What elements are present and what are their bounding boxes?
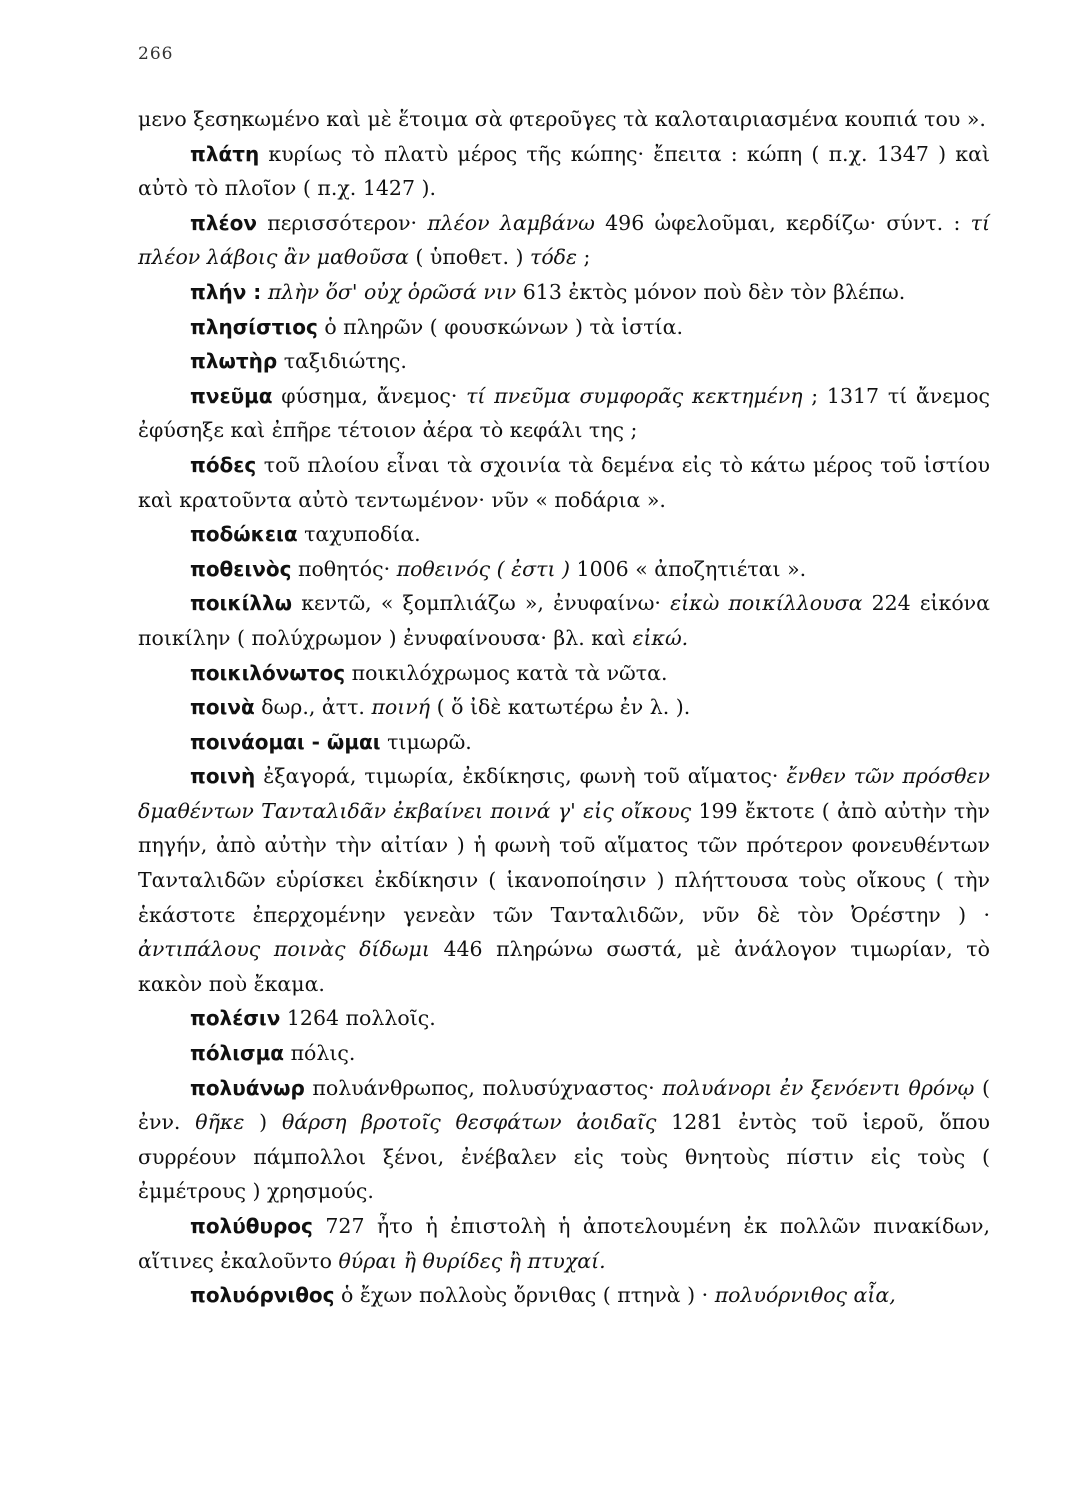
quotation-text: τόδε (530, 245, 578, 270)
quotation-text: ἔνθεν τῶν πρόσθεν δμαθέντων Τανταλιδᾶν ἐκβαίνει ποινά γ' εἰς οἴκους (138, 764, 990, 823)
quotation-text: πλὴν ὅσ' οὐχ ὁρῶσά νιν (267, 279, 517, 304)
definition-text: ποθητός· (291, 556, 397, 581)
definition-text: τιμωρῶ. (380, 729, 472, 754)
page-number: 266 (138, 44, 174, 64)
definition-text: ὁ πληρῶν ( φουσκώνων ) τὰ ἱστία. (317, 314, 684, 339)
quotation-text: τί πνεῦμα συμφορᾶς κεκτημένη (466, 383, 803, 408)
definition-text: 727 ἦτο ἡ ἐπιστολὴ ἡ ἀποτελουμένη ἐκ πολλῶν πινακίδων, αἵτινες ἐκαλοῦντο (138, 1214, 990, 1273)
headword: ποικιλόνωτος (190, 660, 346, 685)
headword: πολύθυρος (190, 1214, 313, 1238)
quotation-text: θῆκε (195, 1110, 245, 1135)
quotation-text: πολυόρνιθος αἶα, (714, 1283, 896, 1308)
quotation-text: εἰκώ. (632, 625, 689, 650)
headword: πολέσιν (190, 1006, 281, 1031)
headword: πνεῦμα (190, 383, 273, 408)
entry-podokeia (138, 517, 990, 552)
definition-text: 496 ὠφελοῦμαι, κερδίζω· σύντ. : (594, 210, 971, 235)
entry-polythyros (138, 1209, 990, 1278)
definition-text: 1006 « ἀποζητιέται ». (570, 556, 807, 581)
quotation-text: τί πλέον λάβοις ἂν μαθοῦσα (138, 210, 990, 270)
definition-text: ( ἐνν. (138, 1075, 990, 1135)
definition-text: δωρ., ἀττ. (254, 695, 372, 720)
quotation-text: θύραι ἢ θυρίδες ἢ πτυχαί. (338, 1248, 606, 1273)
quotation-text: ποθεινός ( ἐστι ) (396, 556, 571, 581)
entry-polisma (138, 1036, 990, 1071)
definition-text: φύσημα, ἄνεμος· (272, 383, 467, 408)
definition-text: ( ὅ ἰδὲ κατωτέρω ἐν λ. ). (430, 695, 691, 720)
quotation-text: πλέον λαμβάνω (427, 210, 595, 235)
definition-text: ὁ ἔχων πολλοὺς ὄρνιθας ( πτηνὰ ) · (334, 1283, 715, 1308)
headword: πολυάνωρ (190, 1075, 305, 1100)
definition-text: κεντῶ, « ξομπλιάζω », ἐνυφαίνω· (292, 591, 671, 616)
definition-text: ) (244, 1110, 282, 1135)
headword: πόλισμα (190, 1041, 285, 1066)
headword: ποινὰ (190, 695, 255, 720)
quotation-text: εἰκὼ ποικίλλουσα (670, 591, 863, 616)
quotation-text: ποινή (371, 695, 431, 720)
definition-text: 1281 ἐντὸς τοῦ ἱεροῦ, ὅπου συρρέουν πάμπολλοι ξένοι, ἐνέβαλεν εἰς τοὺς θνητοὺς πίστιν εἰς τοὺς ( ἐμμέτρους ) χρησμούς. (138, 1110, 990, 1204)
quotation-text: ἀντιπάλους ποινὰς δίδωμι (138, 937, 430, 962)
definition-text: 224 εἰκόνα ποικίλην ( πολύχρωμον ) ἐνυφαίνουσα· βλ. καὶ (138, 591, 990, 650)
headword: πλωτὴρ (190, 349, 278, 374)
definition-text: ποικιλόχρωμος κατὰ τὰ νῶτα. (345, 660, 668, 685)
entry-poikillo (138, 586, 990, 655)
headword: ποδώκεια (190, 522, 298, 547)
glossary-text (138, 102, 990, 1313)
definition-text: 446 πληρώνω σωστά, μὲ ἀνάλογον τιμωρίαν, τὸ κακὸν ποὺ ἔκαμα. (138, 937, 990, 996)
entry-plate (138, 137, 990, 206)
definition-text: μενο ξεσηκωμένο καὶ μὲ ἕτοιμα σὰ φτεροῦγες τὰ καλοταιριασμένα κουπιά του ». (138, 107, 986, 131)
quotation-text: θάρση βροτοῖς θεσφάτων ἀοιδαῖς (281, 1110, 657, 1135)
headword: ποικίλλω (190, 591, 293, 616)
headword: ποινὴ (190, 764, 256, 789)
definition-text: τοῦ πλοίου εἶναι τὰ σχοινία τὰ δεμένα εἰς τὸ κάτω μέρος τοῦ ἱστίου καὶ κρατοῦντα αὐτὸ τεντωμένον· νῦν « ποδάρια ». (138, 452, 990, 512)
definition-text: ; 1317 τί ἄνεμος ἐφύσηξε καὶ ἐπῆρε τέτοιον ἀέρα τὸ κεφάλι της ; (138, 383, 990, 443)
headword: πλάτη (190, 141, 260, 166)
definition-text: ; (577, 245, 591, 270)
entry-poina (138, 690, 990, 725)
headword: πλέον (190, 210, 257, 235)
definition-text: ταξιδιώτης. (277, 349, 407, 374)
entry-polesin (138, 1001, 990, 1036)
headword: ποινάομαι - ῶμαι (190, 729, 381, 754)
headword: πλήν : (190, 279, 262, 304)
entry-plesistios (138, 310, 990, 345)
entry-pleon (138, 206, 990, 275)
entry-intro (138, 102, 990, 137)
definition-text: ἐξαγορά, τιμωρία, ἐκδίκησις, φωνὴ τοῦ αἵματος· (255, 764, 787, 789)
entry-potheinos (138, 552, 990, 587)
entry-polyornithos (138, 1278, 990, 1313)
quotation-text: πολυάνορι ἐν ξενόεντι θρόνῳ (662, 1075, 975, 1100)
definition-text: 199 ἔκτοτε ( ἀπὸ αὐτὴν τὴν πηγήν, ἀπὸ αὐτὴν τὴν αἰτίαν ) ἡ φωνὴ τοῦ αἵματος τῶν πρότερον φονευθέντων Τανταλιδῶν εὑρίσκει ἐκδίκησιν ( ἱκανοποίησιν ) πλήττουσα τοὺς οἴκους ( τὴν ἑκάστοτε ἐπερχομένην γενεὰν τῶν Τανταλιδῶν, νῦν δὲ τὸν Ὀρέστην ) · (138, 798, 990, 927)
definition-text: πολυάνθρωπος, πολυσύχναστος· (304, 1075, 663, 1100)
headword: πόδες (190, 452, 257, 477)
entry-poine (138, 759, 990, 1001)
definition-text: πόλις. (284, 1041, 356, 1066)
entry-polyanor (138, 1071, 990, 1209)
entry-podes (138, 448, 990, 517)
entry-plen (138, 275, 990, 310)
headword: πλησίστιος (190, 314, 318, 339)
entry-poikilonotos (138, 656, 990, 691)
entry-poinaomai (138, 725, 990, 760)
definition-text: περισσότερον· (256, 210, 428, 235)
headword: ποθεινὸς (190, 556, 292, 581)
headword: πολυόρνιθος (190, 1283, 335, 1308)
definition-text: ταχυποδία. (297, 522, 421, 547)
definition-text: 613 ἐκτὸς μόνον ποὺ δὲν τὸν βλέπω. (516, 279, 906, 304)
definition-text: ( ὑποθετ. ) (408, 245, 530, 270)
definition-text: 1264 πολλοῖς. (280, 1006, 436, 1031)
entry-pneuma (138, 379, 990, 448)
entry-ploter (138, 344, 990, 379)
definition-text: κυρίως τὸ πλατὺ μέρος τῆς κώπης· ἔπειτα : κώπη ( π.χ. 1347 ) καὶ αὐτὸ τὸ πλοῖον ( π.χ. 1427 ). (138, 141, 990, 201)
